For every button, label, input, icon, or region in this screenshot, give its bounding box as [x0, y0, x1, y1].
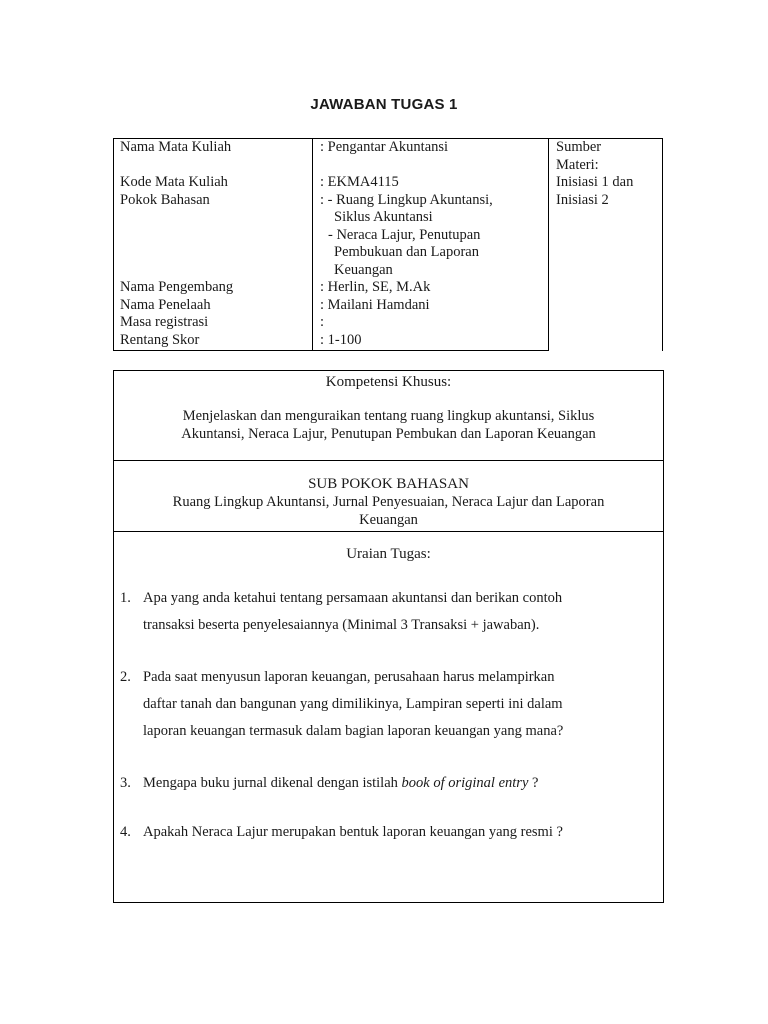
- sumber-line: Materi:: [556, 156, 599, 173]
- uraian-heading: Uraian Tugas:: [346, 546, 431, 562]
- info-labels-column: [120, 139, 310, 349]
- value-pokok-2-cont: Pembukuan dan Laporan: [334, 244, 479, 260]
- competency-table: [113, 370, 664, 903]
- label-rentang-skor: Rentang Skor: [120, 331, 200, 348]
- column-divider-1: [312, 138, 313, 351]
- value-penelaah: : Mailani Hamdani: [320, 296, 430, 313]
- task-item: 1. Apa yang anda ketahui tentang persamaan akuntansi dan berikan contoh transaksi beserta penyelesaiannya (Minimal 3 Transaksi + jawaban).: [120, 590, 563, 633]
- value-mata-kuliah: : Pengantar Akuntansi: [320, 139, 449, 155]
- column-divider-2: [548, 138, 549, 351]
- kompetensi-heading: Kompetensi Khusus:: [325, 374, 452, 390]
- task-list: [120, 585, 650, 846]
- table-right-border: [662, 138, 663, 351]
- sumber-materi-column: [556, 139, 661, 209]
- task-item: 2. Pada saat menyusun laporan keuangan, perusahaan harus melampirkan daftar tanah dan bangunan yang dimilikinya, Lampiran seperti ini dalam laporan keuangan termasuk dalam bagian laporan keuangan yang mana?: [120, 669, 564, 739]
- task-item: 4. Apakah Neraca Lajur merupakan bentuk laporan keuangan yang resmi ?: [120, 824, 563, 840]
- course-info-table: [113, 138, 663, 351]
- value-pokok-1-cont: Siklus Akuntansi: [334, 209, 433, 225]
- uraian-section: [114, 545, 663, 840]
- table-bottom-border: [113, 350, 549, 351]
- sumber-line: Inisiasi 2: [556, 191, 609, 208]
- label-nama-mata-kuliah: Nama Mata Kuliah: [120, 139, 232, 155]
- label-pokok-bahasan: Pokok Bahasan: [120, 191, 210, 208]
- document-title: JAWABAN TUGAS 1: [310, 96, 458, 113]
- value-pokok-2: - Neraca Lajur, Penutupan: [328, 226, 481, 243]
- value-pokok-2-end: Keuangan: [334, 261, 393, 278]
- label-nama-pengembang: Nama Pengembang: [120, 279, 234, 295]
- sub-pokok-text: Ruang Lingkup Akuntansi, Jurnal Penyesuaian, Neraca Lajur dan Laporan Keuangan: [172, 494, 605, 528]
- sub-pokok-heading: SUB POKOK BAHASAN: [308, 476, 469, 492]
- label-kode-mata-kuliah: Kode Mata Kuliah: [120, 174, 228, 190]
- value-masa-registrasi: :: [320, 314, 325, 330]
- label-nama-penelaah: Nama Penelaah: [120, 296, 211, 313]
- value-kode: : EKMA4115: [320, 174, 399, 190]
- section-divider: [114, 460, 663, 461]
- section-divider: [114, 531, 663, 532]
- table-left-border: [113, 138, 114, 351]
- label-masa-registrasi: Masa registrasi: [120, 314, 209, 330]
- info-values-column: [320, 139, 545, 349]
- value-rentang-skor: : 1-100: [320, 331, 362, 348]
- kompetensi-section: [114, 371, 663, 443]
- sumber-line: Sumber: [556, 139, 602, 155]
- value-pokok-1: : - Ruang Lingkup Akuntansi,: [320, 191, 493, 208]
- kompetensi-text: Menjelaskan dan menguraikan tentang ruang lingkup akuntansi, Siklus Akuntansi, Neraca Lajur, Penutupan Pembukan dan Laporan Keuangan: [181, 408, 596, 442]
- value-pengembang: : Herlin, SE, M.Ak: [320, 279, 431, 295]
- sub-pokok-section: [114, 475, 663, 529]
- task-item: 3. Mengapa buku jurnal dikenal dengan istilah book of original entry ?: [120, 775, 539, 791]
- sumber-line: Inisiasi 1 dan: [556, 174, 634, 190]
